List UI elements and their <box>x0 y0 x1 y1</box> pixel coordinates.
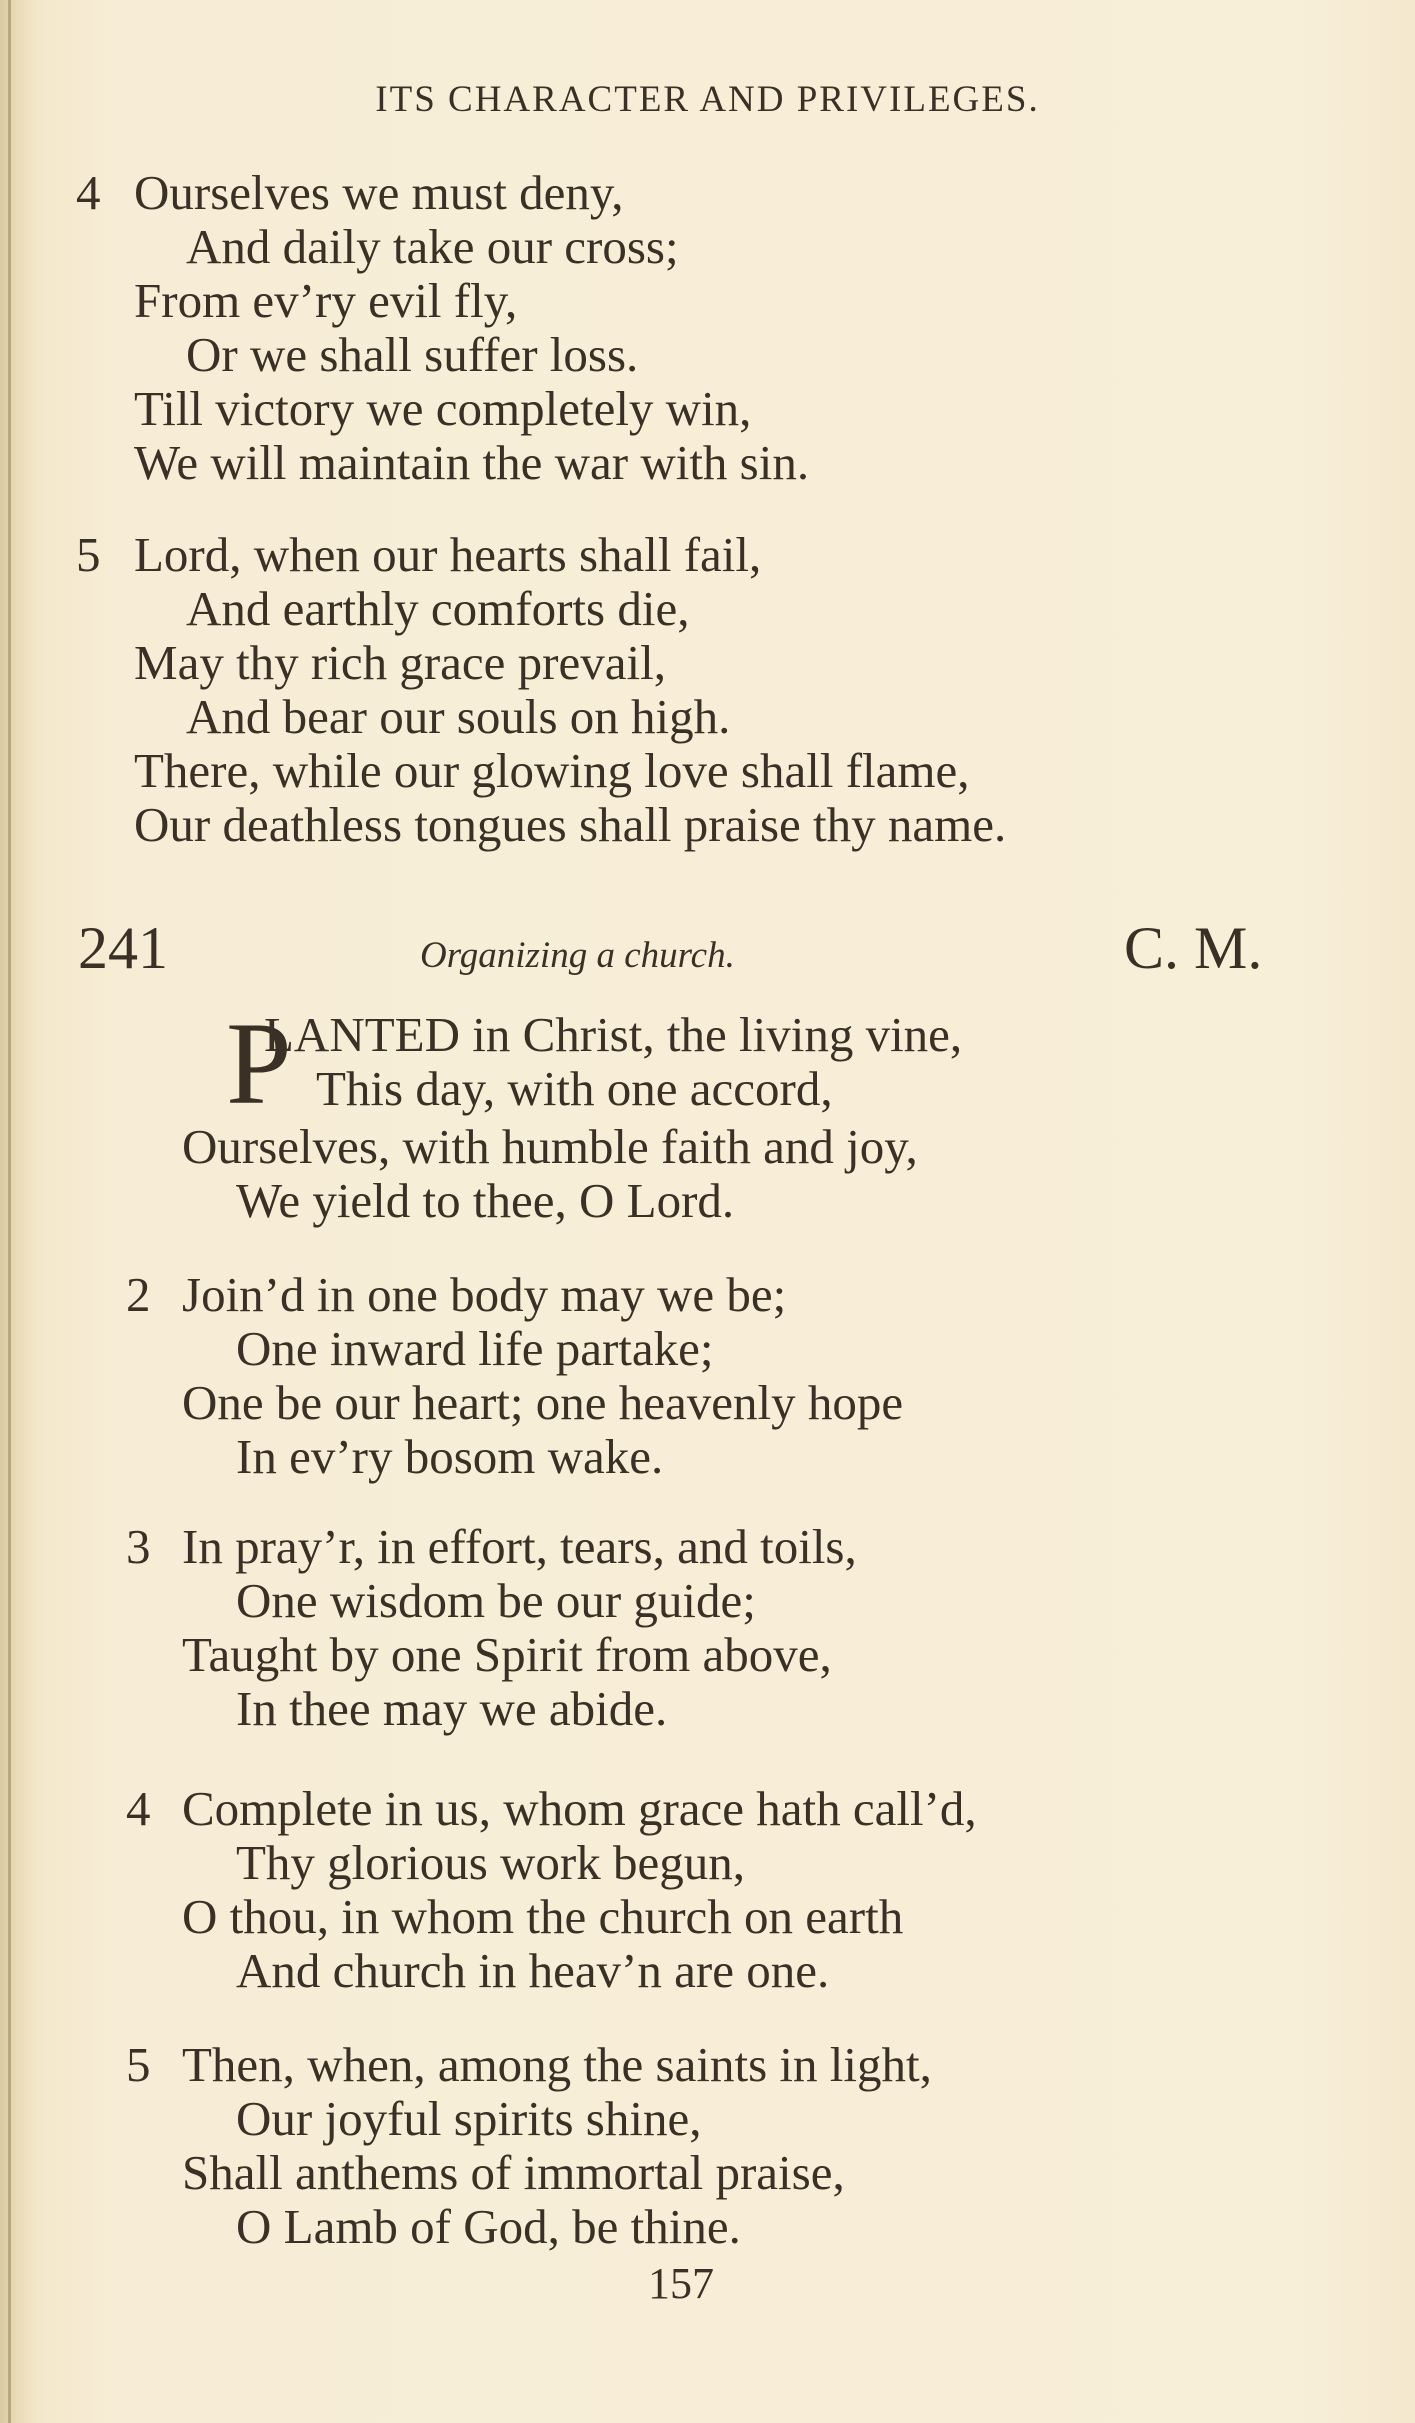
verse-line: Join’d in one body may we be; <box>182 1267 787 1322</box>
verse-line: Ourselves, with humble faith and joy, <box>182 1119 918 1174</box>
verse-line: One be our heart; one heavenly hope <box>182 1375 904 1430</box>
verse-line: O Lamb of God, be thine. <box>236 2199 741 2254</box>
verse-line: Shall anthems of immortal praise, <box>182 2145 845 2200</box>
verse-line: In thee may we abide. <box>236 1681 668 1736</box>
verse-line: In ev’ry bosom wake. <box>236 1429 664 1484</box>
verse-line: In pray’r, in effort, tears, and toils, <box>182 1519 857 1574</box>
running-header: ITS CHARACTER AND PRIVILEGES. <box>375 79 1040 120</box>
stanza-number: 5 <box>76 527 101 582</box>
verse-line: We yield to thee, O Lord. <box>236 1173 735 1228</box>
verse-line: And bear our souls on high. <box>186 689 731 744</box>
verse-line: Complete in us, whom grace hath call’d, <box>182 1781 977 1836</box>
verse-line: Or we shall suffer loss. <box>186 327 639 382</box>
verse-line: We will maintain the war with sin. <box>134 435 810 490</box>
verse-line: And church in heav’n are one. <box>236 1943 830 1998</box>
hymn-number: 241 <box>78 915 168 981</box>
verse-line: O thou, in whom the church on earth <box>182 1889 904 1944</box>
verse-line: One wisdom be our guide; <box>236 1573 756 1628</box>
verse-line: This day, with one accord, <box>316 1061 833 1116</box>
page-spine-edge <box>8 0 11 2423</box>
verse-line: And daily take our cross; <box>186 219 679 274</box>
verse-line: Lord, when our hearts shall fail, <box>134 527 762 582</box>
verse-line: Taught by one Spirit from above, <box>182 1627 832 1682</box>
verse-line: May thy rich grace prevail, <box>134 635 666 690</box>
verse-line: One inward life partake; <box>236 1321 714 1376</box>
verse-line: There, while our glowing love shall flame, <box>134 743 970 798</box>
verse-line: And earthly comforts die, <box>186 581 690 636</box>
drop-cap: P <box>226 998 292 1129</box>
stanza-number: 4 <box>76 165 101 220</box>
stanza-number: 2 <box>126 1267 151 1322</box>
verse-line: Thy glorious work begun, <box>236 1835 745 1890</box>
page-number: 157 <box>648 2259 714 2308</box>
verse-line: Our joyful spirits shine, <box>236 2091 702 2146</box>
verse-line: From ev’ry evil fly, <box>134 273 518 328</box>
verse-line: Ourselves we must deny, <box>134 165 624 220</box>
stanza-number: 5 <box>126 2037 151 2092</box>
verse-line: Our deathless tongues shall praise thy name. <box>134 797 1007 852</box>
stanza-number: 4 <box>126 1781 151 1836</box>
verse-line: Then, when, among the saints in light, <box>182 2037 932 2092</box>
hymn-meter: C. M. <box>1124 915 1263 981</box>
verse-line: LANTED in Christ, the living vine, <box>264 1007 963 1062</box>
hymn-subtitle: Organizing a church. <box>420 935 735 976</box>
stanza-number: 3 <box>126 1519 151 1574</box>
verse-line: Till victory we completely win, <box>134 381 752 436</box>
